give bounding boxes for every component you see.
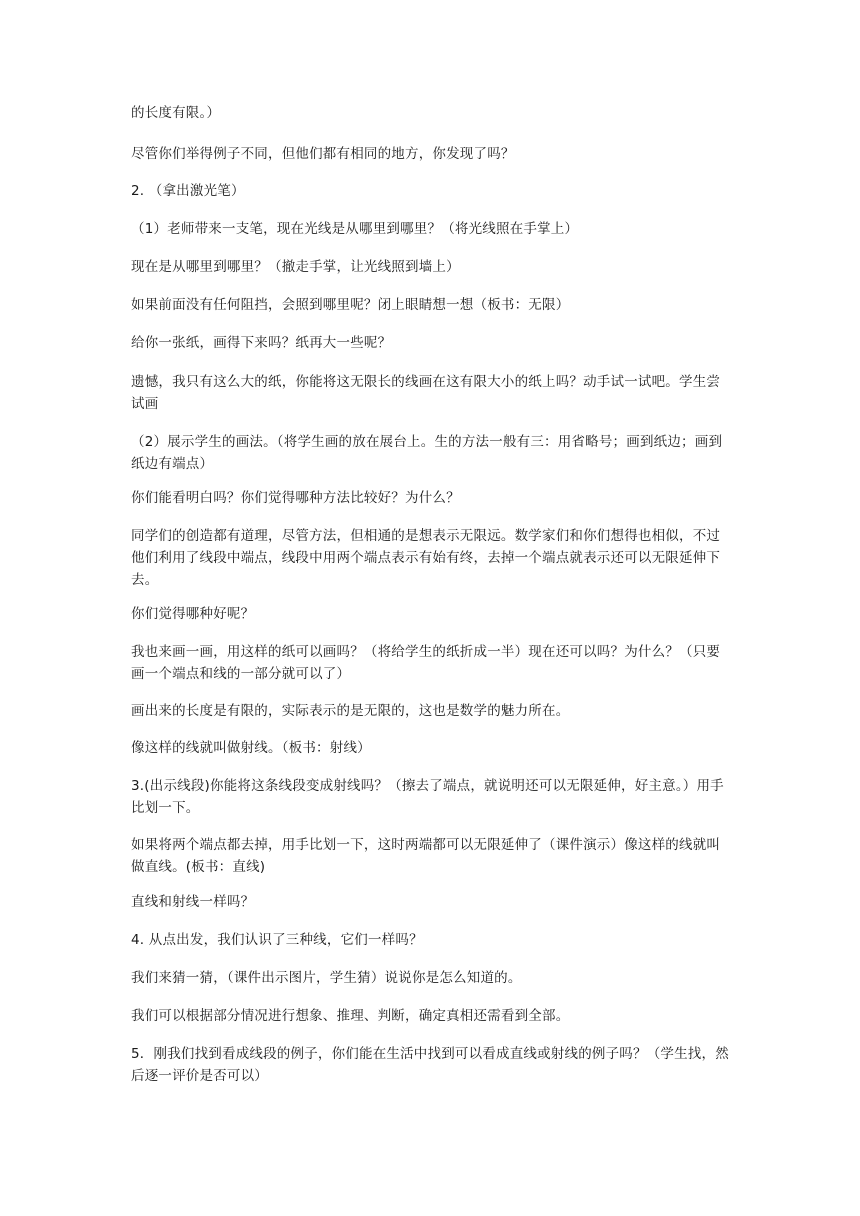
paragraph-15: 像这样的线就叫做射线。（板书：射线） (131, 740, 371, 756)
paragraph-18: 直线和射线一样吗？ (131, 894, 255, 910)
paragraph-6: 如果前面没有任何阻挡，会照到哪里呢？闭上眼睛想一想（板书：无限） (131, 297, 570, 313)
paragraph-7: 给你一张纸，画得下来吗？纸再大一些呢？ (131, 335, 392, 351)
paragraph-13: 我也来画一画，用这样的纸可以画吗？（将给学生的纸折成一半）现在还可以吗？为什么？（只要画一个端点和线的一部分就可以了） (131, 644, 721, 682)
paragraph-5: 现在是从哪里到哪里？（撤走手掌，让光线照到墙上） (131, 259, 460, 275)
paragraph-22: 5．刚我们找到看成线段的例子，你们能在生活中找到可以看成直线或射线的例子吗？（学生找，然后逐一评价是否可以） (131, 1046, 729, 1084)
paragraph-4: （1）老师带来一支笔，现在光线是从哪里到哪里？（将光线照在手掌上） (131, 221, 579, 237)
paragraph-11: 同学们的创造都有道理，尽管方法，但相通的是想表示无限远。数学家们和你们想得也相似，不过他们利用了线段中端点，线段中用两个端点表示有始有终，去掉一个端点就表示还可以无限延伸下去。 (131, 528, 721, 588)
paragraph-12: 你们觉得哪种好呢？ (131, 606, 255, 622)
paragraph-19: 4. 从点出发，我们认识了三种线，它们一样吗？ (131, 932, 423, 948)
paragraph-14: 画出来的长度是有限的，实际表示的是无限的，这也是数学的魅力所在。 (131, 703, 570, 719)
paragraph-16: 3.(出示线段)你能将这条线段变成射线吗？（擦去了端点，就说明还可以无限延伸，好主意。）用手比划一下。 (131, 778, 724, 816)
paragraph-1: 的长度有限。） (131, 105, 221, 121)
paragraph-17: 如果将两个端点都去掉，用手比划一下，这时两端都可以无限延伸了（课件演示）像这样的线就叫做直线。(板书：直线) (131, 837, 721, 875)
paragraph-10: 你们能看明白吗？你们觉得哪种方法比较好？为什么？ (131, 490, 460, 506)
paragraph-21: 我们可以根据部分情况进行想象、推理、判断，确定真相还需看到全部。 (131, 1008, 570, 1024)
paragraph-8: 遗憾，我只有这么大的纸，你能将这无限长的线画在这有限大小的纸上吗？动手试一试吧。学生尝试画 (131, 374, 721, 412)
paragraph-20: 我们来猜一猜，（课件出示图片，学生猜）说说你是怎么知道的。 (131, 970, 522, 986)
paragraph-2: 尽管你们举得例子不同，但他们都有相同的地方，你发现了吗？ (131, 146, 515, 162)
paragraph-9: （2）展示学生的画法。（将学生画的放在展台上。生的方法一般有三：用省略号；画到纸边；画到纸边有端点） (131, 434, 723, 472)
paragraph-3: 2. （拿出激光笔） (131, 183, 245, 199)
